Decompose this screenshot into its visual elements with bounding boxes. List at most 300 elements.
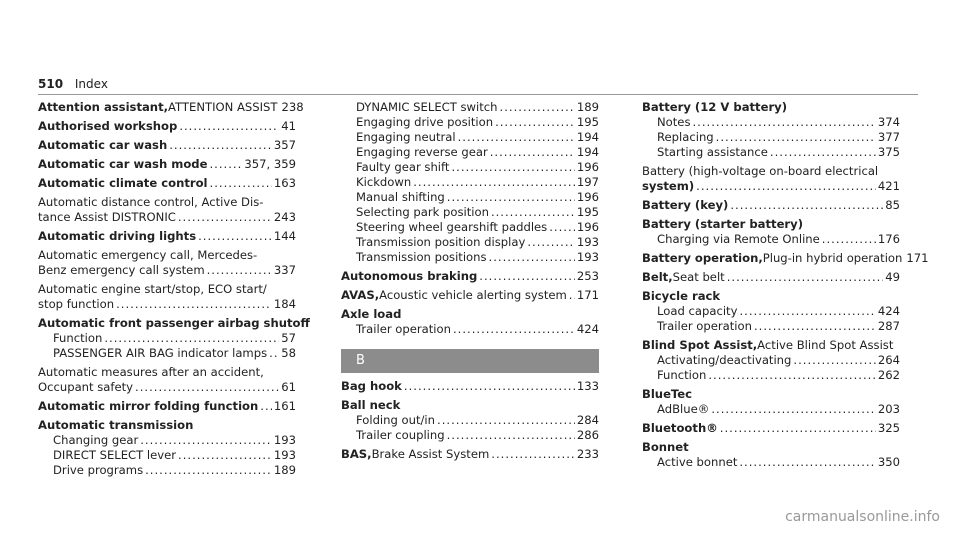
leader-dots xyxy=(260,399,272,414)
index-entry xyxy=(642,251,929,266)
index-subentry xyxy=(642,232,900,247)
page-reference: 176 xyxy=(877,232,900,246)
page-reference: 184 xyxy=(273,297,296,311)
leader-dots xyxy=(489,250,575,265)
index-term: Ball neck xyxy=(341,398,401,412)
index-entry xyxy=(642,100,900,115)
index-entry xyxy=(38,433,296,448)
page-reference: 144 xyxy=(273,229,296,243)
index-subentry xyxy=(341,190,599,205)
index-term: Battery operation, xyxy=(642,251,763,265)
subentry-label: AdBlue® xyxy=(657,402,710,416)
page-reference: 196 xyxy=(576,220,599,234)
index-term: Battery (starter battery) xyxy=(642,217,804,231)
index-entry-row xyxy=(38,380,296,395)
index-entry xyxy=(38,119,296,134)
subentry-label: Steering wheel gearshift paddles xyxy=(356,220,548,234)
leader-dots xyxy=(145,463,272,478)
subentry-label: Charging via Remote Online xyxy=(657,232,820,246)
index-entry xyxy=(341,447,599,462)
index-term: Belt, xyxy=(642,270,673,284)
index-entry xyxy=(341,288,599,303)
index-entry-row xyxy=(38,297,296,312)
leader-dots xyxy=(209,157,242,172)
leader-dots xyxy=(447,428,575,443)
index-term: Battery (high-voltage on-board electrical xyxy=(642,164,879,178)
leader-dots xyxy=(198,229,272,244)
page-reference: 194 xyxy=(576,145,599,159)
page-reference: 133 xyxy=(576,379,599,393)
page-reference: 195 xyxy=(576,115,599,129)
index-subentry xyxy=(341,413,599,428)
subentry-label: Transmission position display xyxy=(356,235,526,249)
leader-dots xyxy=(727,270,884,285)
subentry-label: Active bonnet xyxy=(657,455,738,469)
page-reference: 41 xyxy=(281,119,296,133)
header-rule xyxy=(38,94,918,95)
leader-dots xyxy=(739,304,875,319)
index-subentry xyxy=(341,175,599,190)
index-term: Blind Spot Assist, xyxy=(642,338,758,352)
leader-dots xyxy=(178,210,272,225)
index-term: Battery (key) xyxy=(642,198,729,212)
index-entry xyxy=(642,421,900,436)
leader-dots xyxy=(491,447,575,462)
index-entry xyxy=(642,164,900,194)
leader-dots xyxy=(693,115,876,130)
index-entry xyxy=(341,160,599,175)
subentry-label: Drive programs xyxy=(53,463,144,477)
leader-dots xyxy=(549,220,575,235)
subentry-label: PASSENGER AIR BAG indicator lamps xyxy=(53,346,268,360)
subentry-label: Engaging reverse gear xyxy=(356,145,488,159)
index-entry xyxy=(38,448,296,463)
index-entry-row xyxy=(642,251,929,266)
index-entry xyxy=(341,100,599,115)
index-entry xyxy=(642,130,900,145)
leader-dots xyxy=(708,368,876,383)
index-entry-line xyxy=(642,164,900,179)
leader-dots xyxy=(437,413,575,428)
leader-dots xyxy=(104,331,279,346)
leader-dots xyxy=(116,297,272,312)
index-subentry xyxy=(642,319,900,334)
index-term: Automatic car wash mode xyxy=(38,157,208,171)
index-entry-row xyxy=(38,100,304,115)
index-entry xyxy=(642,289,900,304)
index-entry xyxy=(642,387,900,402)
subentry-label: Changing gear xyxy=(53,433,139,447)
index-entry xyxy=(642,319,900,334)
index-entry xyxy=(642,353,900,368)
index-entry xyxy=(341,130,599,145)
index-subentry xyxy=(38,463,296,478)
page-reference: 264 xyxy=(877,353,900,367)
index-term: Authorised workshop xyxy=(38,119,178,133)
page-reference: 197 xyxy=(576,175,599,189)
leader-dots xyxy=(479,269,575,284)
index-entry xyxy=(38,100,304,115)
index-entry-line xyxy=(38,195,296,210)
index-entry xyxy=(642,440,900,455)
subentry-label: Manual shifting xyxy=(356,190,445,204)
index-entry xyxy=(341,413,599,428)
leader-dots xyxy=(793,353,875,368)
index-entry xyxy=(38,399,296,414)
subentry-label: Function xyxy=(657,368,707,382)
page-reference: 286 xyxy=(576,428,599,442)
index-entry xyxy=(341,205,599,220)
leader-dots xyxy=(210,176,272,191)
leader-dots xyxy=(269,346,279,361)
leader-dots xyxy=(458,130,575,145)
page-reference: 193 xyxy=(576,235,599,249)
index-term-continuation: tance Assist DISTRONIC xyxy=(38,210,176,224)
index-entry-line xyxy=(38,248,296,263)
index-subentry xyxy=(341,205,599,220)
index-entry-row xyxy=(642,421,900,436)
index-subentry xyxy=(38,346,296,361)
index-subentry xyxy=(341,322,599,337)
index-subentry xyxy=(341,428,599,443)
index-column-3 xyxy=(642,100,929,470)
leader-dots xyxy=(447,190,575,205)
index-subentry xyxy=(642,115,900,130)
index-column-2 xyxy=(341,100,599,462)
subentry-label: Load capacity xyxy=(657,304,738,318)
leader-dots xyxy=(207,263,272,278)
leader-dots xyxy=(739,455,875,470)
page-reference: 161 xyxy=(273,399,296,413)
index-entry xyxy=(341,250,599,265)
page-reference: 171 xyxy=(906,251,929,265)
page-reference: 284 xyxy=(576,413,599,427)
subentry-label: Trailer operation xyxy=(657,319,752,333)
index-term: Automatic transmission xyxy=(38,418,194,432)
leader-dots xyxy=(495,115,575,130)
index-term: Battery (12 V battery) xyxy=(642,100,788,114)
index-term-note: Plug-in hybrid operation xyxy=(762,251,903,265)
page-reference: 189 xyxy=(576,100,599,114)
page-reference: 424 xyxy=(576,322,599,336)
page-reference: 196 xyxy=(576,190,599,204)
index-term-note: ECO start/ xyxy=(204,282,267,296)
index-entry-row xyxy=(38,210,296,225)
index-term: Automatic front passenger airbag shutoff xyxy=(38,316,310,330)
subentry-label: Folding out/in xyxy=(356,413,436,427)
leader-dots xyxy=(135,380,279,395)
index-term-continuation: system) xyxy=(642,179,695,193)
index-subentry xyxy=(341,235,599,250)
leader-dots xyxy=(696,179,876,194)
index-entry xyxy=(38,157,296,172)
index-entry xyxy=(642,455,900,470)
page-reference: 375 xyxy=(877,145,900,159)
index-subentry xyxy=(341,145,599,160)
index-heading xyxy=(642,387,900,402)
index-subentry xyxy=(341,250,599,265)
leader-dots xyxy=(822,232,876,247)
subentry-label: Function xyxy=(53,331,103,345)
index-entry xyxy=(642,338,900,353)
index-entry xyxy=(642,115,900,130)
index-subentry xyxy=(642,455,900,470)
index-column-1 xyxy=(38,100,310,478)
index-entry xyxy=(642,232,900,247)
index-entry xyxy=(642,304,900,319)
index-term-continuation: Occupant safety xyxy=(38,380,134,394)
subentry-label: Faulty gear shift xyxy=(356,160,450,174)
subentry-label: Kickdown xyxy=(356,175,412,189)
index-subentry xyxy=(341,160,599,175)
index-entry-row xyxy=(341,447,599,462)
index-entry xyxy=(341,269,599,284)
leader-dots xyxy=(404,379,575,394)
index-subentry xyxy=(341,220,599,235)
leader-dots xyxy=(569,288,575,303)
index-entry xyxy=(341,379,599,394)
index-term: Bluetooth® xyxy=(642,421,718,435)
index-subentry xyxy=(642,402,900,417)
index-subentry xyxy=(341,115,599,130)
index-letter-heading: B xyxy=(341,349,599,373)
subentry-label: Transmission positions xyxy=(356,250,487,264)
index-entry xyxy=(341,322,599,337)
index-term: Automatic climate control xyxy=(38,176,208,190)
section-title: Index xyxy=(74,77,108,91)
subentry-label: Selecting park position xyxy=(356,205,489,219)
index-entry-row xyxy=(38,176,296,191)
index-subentry xyxy=(341,100,599,115)
leader-dots xyxy=(720,421,876,436)
subentry-label: Trailer coupling xyxy=(356,428,445,442)
index-subentry xyxy=(642,304,900,319)
index-term: BlueTec xyxy=(642,387,693,401)
index-entry xyxy=(642,368,900,383)
subentry-label: Engaging neutral xyxy=(356,130,456,144)
index-term: Automatic driving lights xyxy=(38,229,197,243)
index-heading xyxy=(642,338,900,353)
index-entry xyxy=(341,398,599,413)
index-heading xyxy=(642,289,900,304)
index-entry xyxy=(38,229,296,244)
index-entry xyxy=(38,346,296,361)
page-reference: 357 xyxy=(273,138,296,152)
leader-dots xyxy=(730,198,883,213)
leader-dots xyxy=(178,448,272,463)
index-term: Axle load xyxy=(341,307,402,321)
leader-dots xyxy=(716,130,876,145)
subentry-label: Activating/deactivating xyxy=(657,353,792,367)
page-reference: 325 xyxy=(877,421,900,435)
page-reference: 377 xyxy=(877,130,900,144)
index-term: Bonnet xyxy=(642,440,689,454)
page-reference: 171 xyxy=(576,288,599,302)
leader-dots xyxy=(490,145,575,160)
leader-dots xyxy=(770,145,876,160)
page-reference: 58 xyxy=(281,346,296,360)
index-entry xyxy=(341,428,599,443)
leader-dots xyxy=(451,160,574,175)
index-subentry xyxy=(38,433,296,448)
index-entry-row xyxy=(38,263,296,278)
page-reference: 195 xyxy=(576,205,599,219)
index-entry xyxy=(341,175,599,190)
index-entry-row xyxy=(341,288,599,303)
page-header xyxy=(38,77,918,93)
index-term: Automatic car wash xyxy=(38,138,168,152)
page-reference: 49 xyxy=(885,270,900,284)
index-entry xyxy=(642,402,900,417)
page-reference: 253 xyxy=(576,269,599,283)
index-term: Automatic engine start/stop, xyxy=(38,282,205,296)
page-reference: 337 xyxy=(273,263,296,277)
page-reference: 238 xyxy=(281,100,304,114)
leader-dots xyxy=(179,119,279,134)
index-subentry xyxy=(642,130,900,145)
index-term: AVAS, xyxy=(341,288,380,302)
leader-dots xyxy=(500,100,575,115)
index-term: Autonomous braking xyxy=(341,269,478,283)
leader-dots xyxy=(491,205,575,220)
index-entry-row xyxy=(38,229,296,244)
index-subentry xyxy=(642,145,900,160)
page-number: 510 xyxy=(38,77,64,91)
index-entry xyxy=(38,418,296,433)
index-heading xyxy=(642,100,900,115)
index-term: Attention assistant, xyxy=(38,100,169,114)
index-term-note: Brake Assist System xyxy=(371,447,490,461)
page-reference: 421 xyxy=(877,179,900,193)
page-reference: 61 xyxy=(281,380,296,394)
index-term: Bicycle rack xyxy=(642,289,721,303)
page-reference: 203 xyxy=(877,402,900,416)
leader-dots xyxy=(140,433,272,448)
index-term-continuation: Benz emergency call system xyxy=(38,263,205,277)
subentry-label: Starting assistance xyxy=(657,145,768,159)
subentry-label: Trailer operation xyxy=(356,322,451,336)
index-term: Bag hook xyxy=(341,379,402,393)
index-entry-row xyxy=(38,157,296,172)
index-entry xyxy=(341,145,599,160)
index-entry-line xyxy=(38,365,296,380)
index-term-note: ATTENTION ASSIST xyxy=(168,100,278,114)
page-reference: 163 xyxy=(273,176,296,190)
index-entry xyxy=(642,145,900,160)
index-entry xyxy=(341,220,599,235)
index-entry xyxy=(341,115,599,130)
index-heading xyxy=(38,316,310,331)
watermark: carmanualsonline.info xyxy=(785,509,940,525)
subentry-label: Replacing xyxy=(657,130,714,144)
index-entry xyxy=(38,365,296,395)
subentry-label: DIRECT SELECT lever xyxy=(53,448,177,462)
index-term-note: Mercedes- xyxy=(193,248,258,262)
index-term: Automatic emergency call, xyxy=(38,248,194,262)
index-entry xyxy=(38,316,310,331)
index-subentry xyxy=(642,368,900,383)
index-term: Automatic mirror folding function xyxy=(38,399,259,413)
index-entry xyxy=(38,176,296,191)
index-entry-row xyxy=(642,198,900,213)
index-entry xyxy=(38,248,296,278)
page-reference: 350 xyxy=(877,455,900,469)
index-term: Automatic measures after an accident, xyxy=(38,365,264,379)
index-entry xyxy=(642,198,900,213)
index-entry xyxy=(38,282,296,312)
index-entry-line xyxy=(38,282,296,297)
index-term: BAS, xyxy=(341,447,372,461)
leader-dots xyxy=(169,138,272,153)
page-reference: 243 xyxy=(273,210,296,224)
page-reference: 374 xyxy=(877,115,900,129)
index-subentry xyxy=(38,331,296,346)
index-entry-row xyxy=(38,119,296,134)
index-entry-row xyxy=(642,179,900,194)
page-reference: 262 xyxy=(877,368,900,382)
subentry-label: DYNAMIC SELECT switch xyxy=(356,100,498,114)
index-heading xyxy=(642,217,900,232)
index-entry-row xyxy=(341,379,599,394)
leader-dots xyxy=(413,175,575,190)
index-subentry xyxy=(642,353,900,368)
index-entry xyxy=(642,270,900,285)
index-entry-row xyxy=(38,138,296,153)
leader-dots xyxy=(754,319,876,334)
page-reference: 194 xyxy=(576,130,599,144)
index-term-note: Acoustic vehicle alerting system xyxy=(379,288,567,302)
index-entry xyxy=(642,217,900,232)
index-heading xyxy=(341,307,599,322)
leader-dots xyxy=(453,322,575,337)
page-reference: 287 xyxy=(877,319,900,333)
page-reference: 193 xyxy=(576,250,599,264)
page-reference: 196 xyxy=(576,160,599,174)
index-heading xyxy=(38,418,296,433)
index-term: Automatic distance control, xyxy=(38,195,198,209)
page-reference: 85 xyxy=(885,198,900,212)
index-entry xyxy=(38,195,296,225)
page-reference: 424 xyxy=(877,304,900,318)
page-reference: 193 xyxy=(273,448,296,462)
index-entry xyxy=(341,190,599,205)
index-heading xyxy=(642,440,900,455)
index-entry xyxy=(38,331,296,346)
subentry-label: Engaging drive position xyxy=(356,115,494,129)
page-reference: 189 xyxy=(273,463,296,477)
page-reference: 357, 359 xyxy=(244,157,296,171)
index-entry xyxy=(341,307,599,322)
index-term-continuation: stop function xyxy=(38,297,115,311)
index-entry xyxy=(38,138,296,153)
page-reference: 233 xyxy=(576,447,599,461)
leader-dots xyxy=(711,402,876,417)
leader-dots xyxy=(527,235,575,250)
index-entry-row xyxy=(642,270,900,285)
page-reference: 57 xyxy=(281,331,296,345)
index-entry xyxy=(38,463,296,478)
index-heading xyxy=(341,398,599,413)
index-subentry xyxy=(38,448,296,463)
index-entry-row xyxy=(38,399,296,414)
index-subentry xyxy=(341,130,599,145)
index-term-note: Active Dis- xyxy=(197,195,264,209)
subentry-label: Notes xyxy=(657,115,691,129)
index-entry-row xyxy=(341,269,599,284)
index-term-note: Active Blind Spot Assist xyxy=(757,338,894,352)
index-entry xyxy=(341,235,599,250)
index-term-note: Seat belt xyxy=(672,270,725,284)
